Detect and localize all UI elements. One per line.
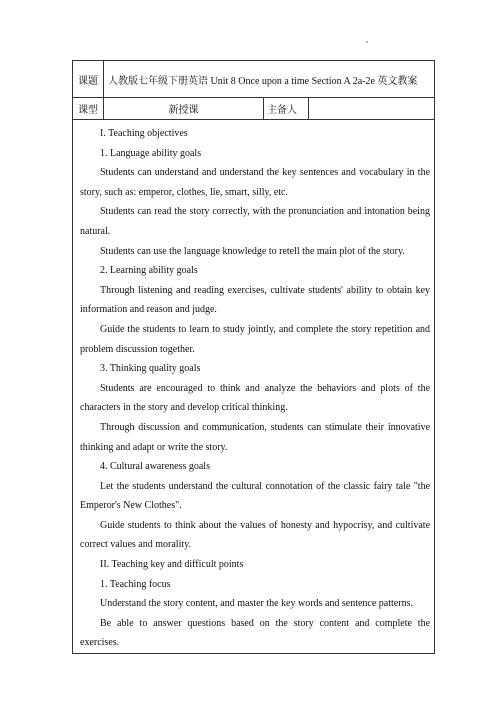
content-row — [73, 120, 435, 654]
content-paragraph: 3. Thinking quality goals — [100, 363, 201, 375]
content-paragraph: Students can use the language knowledge to retell the main plot of the story. — [100, 245, 405, 257]
content-paragraph: 2. Learning ability goals — [100, 265, 198, 277]
content-paragraph: Be able to answer questions based on the story content and complete the exercises. — [80, 617, 431, 649]
title-value-cell — [104, 61, 435, 98]
teaching-content — [73, 120, 434, 653]
scan-mark — [366, 41, 368, 43]
type-row — [73, 98, 435, 120]
content-paragraph: Through listening and reading exercises, cultivate students' ability to obtain key information and reason and judge. — [80, 284, 431, 316]
title-label: 课题 — [73, 61, 104, 98]
content-cell — [73, 120, 435, 654]
content-paragraph: I. Teaching objectives — [100, 128, 188, 139]
lesson-title: 人教版七年级下册英语 Unit 8 Once upon a time Section A 2a-2e 英文教案 — [108, 75, 418, 87]
content-paragraph: Through discussion and communication, students can stimulate their innovative thinking and adapt or write the story. — [80, 421, 431, 453]
content-paragraph: Let the students understand the cultural connotation of the classic fairy tale "the Emperor's New Clothes". — [80, 480, 431, 512]
type-label: 课型 — [73, 98, 104, 120]
content-paragraph: Understand the story content, and master the key words and sentence patterns. — [100, 598, 413, 610]
content-paragraph: II. Teaching key and difficult points — [100, 559, 244, 571]
content-paragraph: Guide students to think about the values of honesty and hypocrisy, and cultivate correct values and morality. — [80, 519, 431, 551]
lesson-plan-table — [72, 60, 435, 654]
content-paragraph: Students can read the story correctly, with the pronunciation and intonation being natural. — [80, 206, 431, 237]
type-value: 新授课 — [104, 98, 264, 120]
preparer-label: 主备人 — [264, 98, 309, 120]
content-paragraph: Students are encouraged to think and analyze the behaviors and plots of the characters in the story and develop critical thinking. — [80, 382, 431, 414]
content-paragraph: 1. Teaching focus — [100, 578, 171, 590]
content-paragraph: Students can understand and understand the key sentences and vocabulary in the story, such as: emperor, clothes, lie, smart, silly, etc. — [80, 167, 431, 198]
content-paragraph: Guide the students to learn to study jointly, and complete the story repetition and problem discussion together. — [80, 323, 431, 355]
content-paragraph: 1. Language ability goals — [100, 147, 202, 159]
title-row — [73, 61, 435, 98]
content-paragraph: 4. Cultural awareness goals — [100, 461, 210, 473]
preparer-value — [309, 98, 435, 120]
